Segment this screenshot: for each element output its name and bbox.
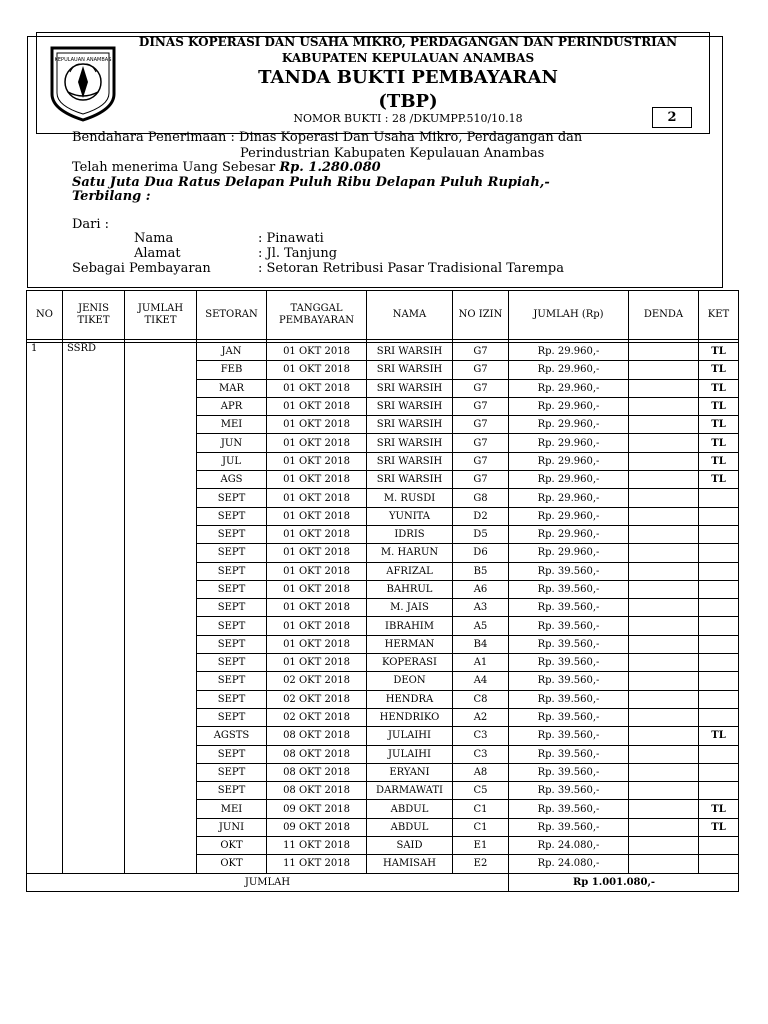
row-no-izin: C1 [453, 818, 509, 836]
row-setoran: SEPT [197, 507, 267, 525]
row-no-izin: A3 [453, 599, 509, 617]
row-setoran: SEPT [197, 544, 267, 562]
row-nama: AFRIZAL [367, 562, 453, 580]
row-no-izin: G7 [453, 452, 509, 470]
row-denda [629, 763, 699, 781]
row-nama: SAID [367, 837, 453, 855]
row-jumlah: Rp. 29.960,- [509, 507, 629, 525]
row-setoran: JUL [197, 452, 267, 470]
row-jumlah: Rp. 39.560,- [509, 635, 629, 653]
row-denda [629, 727, 699, 745]
row-tanggal: 01 OKT 2018 [267, 580, 367, 598]
row-jumlah: Rp. 39.560,- [509, 672, 629, 690]
row-ket [699, 489, 739, 507]
row-setoran: SEPT [197, 690, 267, 708]
row-ket [699, 599, 739, 617]
from-label: Dari : [72, 217, 110, 232]
row-tanggal: 01 OKT 2018 [267, 599, 367, 617]
row-denda [629, 855, 699, 873]
row-no: 1 [27, 343, 63, 874]
row-denda [629, 471, 699, 489]
row-setoran: AGS [197, 471, 267, 489]
row-ket [699, 763, 739, 781]
row-tanggal: 01 OKT 2018 [267, 562, 367, 580]
row-nama: ABDUL [367, 818, 453, 836]
payment-table [26, 290, 739, 892]
document-subtitle: (TBP) [378, 91, 438, 112]
address-label: Alamat [134, 246, 181, 261]
row-denda [629, 416, 699, 434]
row-jumlah: Rp. 29.960,- [509, 397, 629, 415]
row-jumlah: Rp. 29.960,- [509, 489, 629, 507]
row-jumlah: Rp. 39.560,- [509, 562, 629, 580]
payment-for-value: : Setoran Retribusi Pasar Tradisional Tarempa [258, 261, 564, 276]
terbilang-label: Terbilang : [72, 189, 151, 204]
col-header-jumlah-tiket: JUMLAH TIKET [125, 291, 197, 340]
row-tanggal: 01 OKT 2018 [267, 507, 367, 525]
regency-emblem-icon [44, 42, 122, 122]
col-header-setoran: SETORAN [197, 291, 267, 340]
row-no-izin: D2 [453, 507, 509, 525]
row-tanggal: 11 OKT 2018 [267, 837, 367, 855]
row-nama: SRI WARSIH [367, 452, 453, 470]
row-ket [699, 580, 739, 598]
row-tanggal: 11 OKT 2018 [267, 855, 367, 873]
row-setoran: SEPT [197, 562, 267, 580]
row-tanggal: 01 OKT 2018 [267, 617, 367, 635]
row-setoran: SEPT [197, 745, 267, 763]
receipt-number: NOMOR BUKTI : 28 /DKUMPP.510/10.18 [293, 112, 523, 125]
row-jumlah: Rp. 29.960,- [509, 452, 629, 470]
row-jumlah-tiket [125, 343, 197, 874]
row-setoran: JUNI [197, 818, 267, 836]
row-jumlah: Rp. 24.080,- [509, 837, 629, 855]
row-ket [699, 855, 739, 873]
row-ket: TL [699, 343, 739, 361]
row-tanggal: 01 OKT 2018 [267, 361, 367, 379]
row-denda [629, 672, 699, 690]
row-tanggal: 01 OKT 2018 [267, 471, 367, 489]
row-denda [629, 544, 699, 562]
row-nama: SRI WARSIH [367, 361, 453, 379]
row-no-izin: C3 [453, 727, 509, 745]
row-no-izin: D5 [453, 525, 509, 543]
row-no-izin: G7 [453, 361, 509, 379]
row-nama: ERYANI [367, 763, 453, 781]
col-header-denda: DENDA [629, 291, 699, 340]
row-setoran: OKT [197, 855, 267, 873]
row-jumlah: Rp. 39.560,- [509, 708, 629, 726]
row-jumlah: Rp. 39.560,- [509, 580, 629, 598]
row-jumlah: Rp. 24.080,- [509, 855, 629, 873]
row-setoran: JUN [197, 434, 267, 452]
row-tanggal: 08 OKT 2018 [267, 763, 367, 781]
row-ket: TL [699, 452, 739, 470]
treasurer-line-2: Perindustrian Kabupaten Kepulauan Anambas [240, 146, 545, 161]
row-no-izin: C5 [453, 782, 509, 800]
row-denda [629, 489, 699, 507]
row-no-izin: G7 [453, 471, 509, 489]
row-tanggal: 08 OKT 2018 [267, 782, 367, 800]
row-jumlah: Rp. 39.560,- [509, 782, 629, 800]
row-nama: SRI WARSIH [367, 397, 453, 415]
row-nama: ABDUL [367, 800, 453, 818]
row-tanggal: 09 OKT 2018 [267, 800, 367, 818]
row-nama: M. JAIS [367, 599, 453, 617]
row-no-izin: A1 [453, 654, 509, 672]
row-setoran: SEPT [197, 672, 267, 690]
row-tanggal: 01 OKT 2018 [267, 397, 367, 415]
name-label: Nama [134, 231, 174, 246]
row-tanggal: 01 OKT 2018 [267, 379, 367, 397]
col-header-ket: KET [699, 291, 739, 340]
row-jumlah: Rp. 29.960,- [509, 343, 629, 361]
page-number: 2 [652, 107, 692, 128]
row-denda [629, 379, 699, 397]
row-tanggal: 01 OKT 2018 [267, 452, 367, 470]
row-jumlah: Rp. 39.560,- [509, 800, 629, 818]
regency-name: KABUPATEN KEPULAUAN ANAMBAS [281, 51, 535, 65]
row-setoran: MEI [197, 800, 267, 818]
row-tanggal: 08 OKT 2018 [267, 727, 367, 745]
row-denda [629, 434, 699, 452]
row-denda [629, 635, 699, 653]
row-jumlah: Rp. 29.960,- [509, 379, 629, 397]
row-nama: BAHRUL [367, 580, 453, 598]
row-ket [699, 617, 739, 635]
row-tanggal: 01 OKT 2018 [267, 489, 367, 507]
row-denda [629, 599, 699, 617]
row-no-izin: C8 [453, 690, 509, 708]
col-header-no: NO [27, 291, 63, 340]
row-no-izin: E1 [453, 837, 509, 855]
row-jumlah: Rp. 29.960,- [509, 471, 629, 489]
row-nama: HAMISAH [367, 855, 453, 873]
row-tanggal: 01 OKT 2018 [267, 416, 367, 434]
row-tanggal: 02 OKT 2018 [267, 690, 367, 708]
row-jumlah: Rp. 29.960,- [509, 525, 629, 543]
row-no-izin: C1 [453, 800, 509, 818]
row-tanggal: 02 OKT 2018 [267, 672, 367, 690]
row-nama: JULAIHI [367, 727, 453, 745]
row-tanggal: 01 OKT 2018 [267, 525, 367, 543]
row-nama: SRI WARSIH [367, 379, 453, 397]
row-denda [629, 507, 699, 525]
agency-name: DINAS KOPERASI DAN USAHA MIKRO, PERDAGANGAN DAN PERINDUSTRIAN [138, 35, 678, 49]
row-denda [629, 782, 699, 800]
row-ket [699, 654, 739, 672]
row-nama: M. HARUN [367, 544, 453, 562]
row-nama: HERMAN [367, 635, 453, 653]
row-no-izin: G8 [453, 489, 509, 507]
row-setoran: SEPT [197, 708, 267, 726]
total-label: JUMLAH [27, 873, 509, 891]
row-ket [699, 562, 739, 580]
row-setoran: SEPT [197, 763, 267, 781]
row-denda [629, 562, 699, 580]
row-no-izin: A5 [453, 617, 509, 635]
row-tanggal: 01 OKT 2018 [267, 635, 367, 653]
row-no-izin: B4 [453, 635, 509, 653]
row-no-izin: A2 [453, 708, 509, 726]
row-setoran: SEPT [197, 782, 267, 800]
row-ket [699, 745, 739, 763]
row-ket: TL [699, 800, 739, 818]
row-denda [629, 708, 699, 726]
row-tanggal: 01 OKT 2018 [267, 434, 367, 452]
row-ket: TL [699, 471, 739, 489]
row-no-izin: G7 [453, 397, 509, 415]
row-no-izin: G7 [453, 343, 509, 361]
row-denda [629, 452, 699, 470]
row-no-izin: C3 [453, 745, 509, 763]
row-no-izin: G7 [453, 434, 509, 452]
row-denda [629, 745, 699, 763]
row-setoran: SEPT [197, 654, 267, 672]
row-nama: HENDRIKO [367, 708, 453, 726]
row-no-izin: D6 [453, 544, 509, 562]
row-ket [699, 837, 739, 855]
row-no-izin: G7 [453, 416, 509, 434]
row-nama: SRI WARSIH [367, 471, 453, 489]
received-line [72, 160, 381, 175]
row-no-izin: B5 [453, 562, 509, 580]
row-tanggal: 08 OKT 2018 [267, 745, 367, 763]
col-header-jumlah-rp: JUMLAH (Rp) [509, 291, 629, 340]
row-ket [699, 690, 739, 708]
col-header-nama: NAMA [367, 291, 453, 340]
row-setoran: JAN [197, 343, 267, 361]
row-jumlah: Rp. 29.960,- [509, 434, 629, 452]
row-setoran: SEPT [197, 580, 267, 598]
row-denda [629, 525, 699, 543]
row-setoran: SEPT [197, 599, 267, 617]
row-jumlah: Rp. 29.960,- [509, 416, 629, 434]
row-ket: TL [699, 434, 739, 452]
row-jumlah: Rp. 39.560,- [509, 763, 629, 781]
row-nama: DEON [367, 672, 453, 690]
row-denda [629, 343, 699, 361]
row-nama: M. RUSDI [367, 489, 453, 507]
row-nama: SRI WARSIH [367, 434, 453, 452]
row-ket [699, 782, 739, 800]
row-nama: SRI WARSIH [367, 343, 453, 361]
document-title: TANDA BUKTI PEMBAYARAN [258, 67, 558, 88]
row-setoran: APR [197, 397, 267, 415]
svg-text:KEPULAUAN ANAMBAS: KEPULAUAN ANAMBAS [54, 57, 112, 63]
row-jumlah: Rp. 39.560,- [509, 690, 629, 708]
row-setoran: OKT [197, 837, 267, 855]
row-tanggal: 02 OKT 2018 [267, 708, 367, 726]
col-header-tanggal: TANGGAL PEMBAYARAN [267, 291, 367, 340]
row-ket [699, 525, 739, 543]
row-ket [699, 635, 739, 653]
row-ket [699, 672, 739, 690]
row-ket [699, 507, 739, 525]
row-ket: TL [699, 361, 739, 379]
payment-for-label: Sebagai Pembayaran [72, 261, 211, 276]
name-value: : Pinawati [258, 231, 324, 246]
treasurer-line-1: Bendahara Penerimaan : Dinas Koperasi Dan Usaha Mikro, Perdagangan dan [72, 130, 583, 145]
row-tanggal: 01 OKT 2018 [267, 544, 367, 562]
row-ket: TL [699, 379, 739, 397]
row-denda [629, 818, 699, 836]
row-denda [629, 617, 699, 635]
row-nama: SRI WARSIH [367, 416, 453, 434]
row-tanggal: 01 OKT 2018 [267, 654, 367, 672]
address-value: : Jl. Tanjung [258, 246, 338, 261]
row-jumlah: Rp. 39.560,- [509, 654, 629, 672]
row-no-izin: A6 [453, 580, 509, 598]
row-setoran: AGSTS [197, 727, 267, 745]
row-nama: JULAIHI [367, 745, 453, 763]
row-nama: YUNITA [367, 507, 453, 525]
row-tanggal: 01 OKT 2018 [267, 343, 367, 361]
row-no-izin: G7 [453, 379, 509, 397]
row-jenis-tiket: SSRD [63, 343, 125, 874]
row-jumlah: Rp. 39.560,- [509, 745, 629, 763]
row-ket: TL [699, 727, 739, 745]
col-header-no-izin: NO IZIN [453, 291, 509, 340]
row-denda [629, 397, 699, 415]
received-amount: Rp. 1.280.080 [279, 160, 381, 175]
table-header-row [27, 291, 739, 340]
total-value: Rp 1.001.080,- [509, 873, 739, 891]
row-jumlah: Rp. 39.560,- [509, 818, 629, 836]
row-setoran: MAR [197, 379, 267, 397]
row-setoran: MEI [197, 416, 267, 434]
row-nama: HENDRA [367, 690, 453, 708]
amount-in-words: Satu Juta Dua Ratus Delapan Puluh Ribu Delapan Puluh Rupiah,- [72, 175, 550, 190]
row-no-izin: A8 [453, 763, 509, 781]
received-label: Telah menerima Uang Sebesar [72, 160, 276, 175]
row-denda [629, 361, 699, 379]
row-jumlah: Rp. 39.560,- [509, 727, 629, 745]
row-setoran: SEPT [197, 617, 267, 635]
row-denda [629, 800, 699, 818]
row-ket: TL [699, 818, 739, 836]
row-ket [699, 544, 739, 562]
table-row [27, 343, 739, 361]
row-ket: TL [699, 416, 739, 434]
row-nama: DARMAWATI [367, 782, 453, 800]
row-denda [629, 580, 699, 598]
row-jumlah: Rp. 39.560,- [509, 617, 629, 635]
row-ket [699, 708, 739, 726]
row-jumlah: Rp. 29.960,- [509, 361, 629, 379]
row-ket: TL [699, 397, 739, 415]
row-nama: IBRAHIM [367, 617, 453, 635]
row-denda [629, 690, 699, 708]
row-no-izin: A4 [453, 672, 509, 690]
col-header-jenis-tiket: JENIS TIKET [63, 291, 125, 340]
row-nama: IDRIS [367, 525, 453, 543]
row-jumlah: Rp. 29.960,- [509, 544, 629, 562]
row-jumlah: Rp. 39.560,- [509, 599, 629, 617]
row-setoran: FEB [197, 361, 267, 379]
row-tanggal: 09 OKT 2018 [267, 818, 367, 836]
row-setoran: SEPT [197, 489, 267, 507]
row-nama: KOPERASI [367, 654, 453, 672]
row-setoran: SEPT [197, 635, 267, 653]
row-setoran: SEPT [197, 525, 267, 543]
row-denda [629, 837, 699, 855]
row-no-izin: E2 [453, 855, 509, 873]
total-row [27, 873, 739, 891]
row-denda [629, 654, 699, 672]
